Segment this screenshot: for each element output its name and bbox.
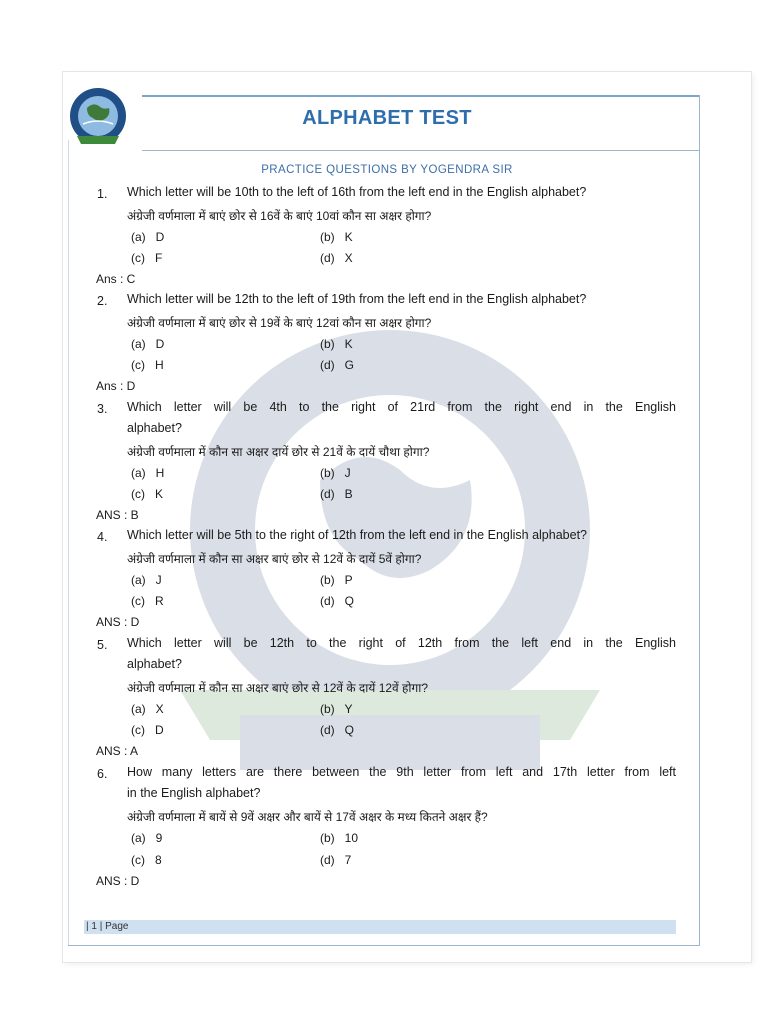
question-hindi: अंग्रेजी वर्णमाला में कौन सा अक्षर बाएं छोर से 12वें के दायें 5वें होगा? (127, 552, 422, 566)
option-a: (a) J (131, 573, 162, 587)
question-text: Which letter will be 4th to the right of 21rd from the right end in the English (127, 400, 676, 414)
option-d: (d) Q (320, 594, 355, 608)
option-b: (b) K (320, 230, 353, 244)
footer-bar (84, 920, 676, 934)
question-text-continued: in the English alphabet? (127, 786, 261, 800)
question-text-continued: alphabet? (127, 421, 182, 435)
question-text: Which letter will be 5th to the right of 12th from the left end in the English alphabet? (127, 528, 587, 542)
question-hindi: अंग्रेजी वर्णमाला में बायें से 9वें अक्षर और बायें से 17वें अक्षर के मध्य कितने अक्षर हैं? (127, 810, 488, 824)
question-hindi: अंग्रेजी वर्णमाला में बाएं छोर से 19वें के बाएं 12वां कौन सा अक्षर होगा? (127, 316, 432, 330)
answer: ANS : A (96, 744, 139, 758)
option-a: (a) D (131, 337, 165, 351)
khan-global-studies-logo (65, 86, 131, 154)
option-d: (d) G (320, 358, 355, 372)
option-c: (c) H (131, 358, 164, 372)
option-a: (a) D (131, 230, 165, 244)
question-number: 5. (97, 638, 108, 652)
option-a: (a) 9 (131, 831, 163, 845)
question-hindi: अंग्रेजी वर्णमाला में कौन सा अक्षर बाएं छोर से 12वें के दायें 12वें होगा? (127, 681, 429, 695)
document-page (63, 72, 751, 962)
question-text-continued: alphabet? (127, 657, 182, 671)
page-frame-bottom (68, 945, 700, 946)
option-b: (b) J (320, 466, 351, 480)
option-a: (a) X (131, 702, 164, 716)
option-b: (b) Y (320, 702, 353, 716)
option-b: (b) K (320, 337, 353, 351)
page-frame-right (699, 95, 700, 945)
question-text: Which letter will be 10th to the left of 16th from the left end in the English alphabet? (127, 185, 587, 199)
answer: ANS : D (96, 615, 140, 629)
answer: ANS : B (96, 508, 139, 522)
option-b: (b) 10 (320, 831, 359, 845)
page-number: | 1 | Page (86, 921, 129, 932)
question-hindi: अंग्रेजी वर्णमाला में कौन सा अक्षर दायें छोर से 21वें के दायें चौथा होगा? (127, 445, 430, 459)
page-subtitle: PRACTICE QUESTIONS BY YOGENDRA SIR (261, 164, 513, 176)
option-d: (d) 7 (320, 853, 352, 867)
answer: Ans : D (96, 379, 136, 393)
page-title: ALPHABET TEST (302, 107, 472, 129)
answer: ANS : D (96, 874, 140, 888)
option-b: (b) P (320, 573, 353, 587)
question-text: Which letter will be 12th to the left of 19th from the left end in the English alphabet? (127, 292, 587, 306)
question-number: 3. (97, 402, 108, 416)
question-number: 2. (97, 294, 108, 308)
header-bottom-rule (142, 150, 699, 151)
option-c: (c) D (131, 723, 164, 737)
question-number: 4. (97, 530, 108, 544)
question-number: 6. (97, 767, 108, 781)
header-top-rule (142, 95, 699, 97)
option-d: (d) X (320, 251, 353, 265)
page-frame-left (68, 140, 69, 945)
option-d: (d) B (320, 487, 353, 501)
answer: Ans : C (96, 272, 136, 286)
question-number: 1. (97, 187, 108, 201)
question-hindi: अंग्रेजी वर्णमाला में बाएं छोर से 16वें के बाएं 10वां कौन सा अक्षर होगा? (127, 209, 432, 223)
option-d: (d) Q (320, 723, 355, 737)
option-c: (c) 8 (131, 853, 162, 867)
question-text: Which letter will be 12th to the right of 12th from the left end in the English (127, 636, 676, 650)
option-a: (a) H (131, 466, 165, 480)
option-c: (c) R (131, 594, 164, 608)
question-text: How many letters are there between the 9th letter from left and 17th letter from left (127, 765, 676, 779)
option-c: (c) K (131, 487, 163, 501)
option-c: (c) F (131, 251, 163, 265)
